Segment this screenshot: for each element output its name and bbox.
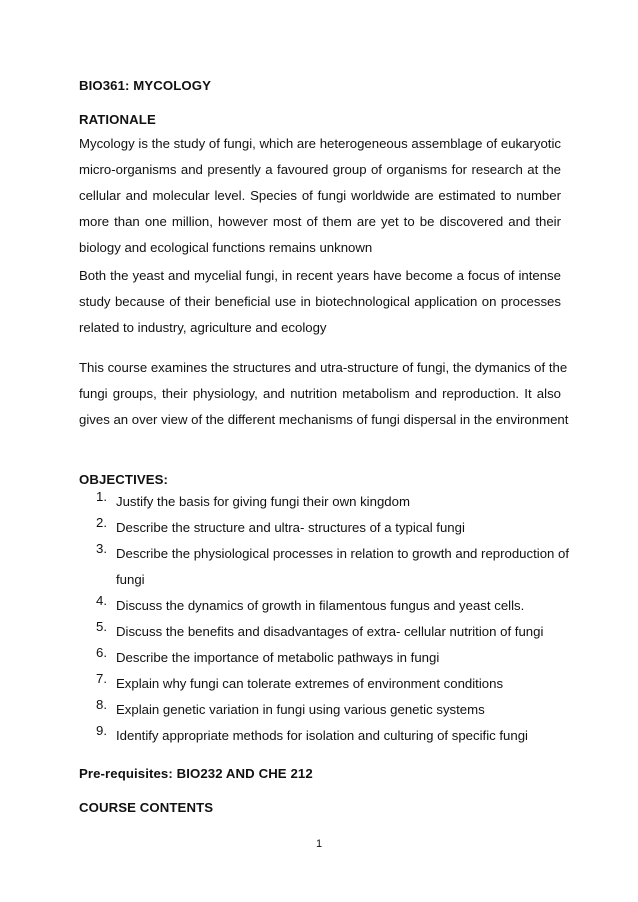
list-item-text: fungi bbox=[116, 572, 145, 587]
paragraph-line: Both the yeast and mycelial fungi, in recent years have become a focus of intense bbox=[79, 268, 561, 283]
list-item-text: Describe the physiological processes in relation to growth and reproduction of bbox=[116, 546, 570, 561]
paragraph-line: cellular and molecular level. Species of fungi worldwide are estimated to number bbox=[79, 188, 561, 203]
list-item bbox=[79, 593, 561, 619]
list-item-number: 5. bbox=[96, 619, 107, 634]
list-item bbox=[79, 645, 561, 671]
prerequisites: Pre-requisites: BIO232 AND CHE 212 bbox=[79, 766, 313, 781]
list-item-text: Justify the basis for giving fungi their own kingdom bbox=[116, 494, 410, 509]
list-item bbox=[79, 619, 561, 645]
list-item-text: Identify appropriate methods for isolation and culturing of specific fungi bbox=[116, 728, 528, 743]
list-item-number: 7. bbox=[96, 671, 107, 686]
list-item bbox=[79, 515, 561, 541]
list-item bbox=[79, 541, 570, 593]
rationale-paragraph-3 bbox=[79, 355, 569, 433]
list-item bbox=[79, 671, 561, 697]
list-item-number: 9. bbox=[96, 723, 107, 738]
rationale-paragraph-1 bbox=[79, 131, 561, 261]
objectives-heading: OBJECTIVES: bbox=[79, 472, 169, 487]
paragraph-line: gives an over view of the different mechanisms of fungi dispersal in the environment bbox=[79, 412, 569, 427]
list-item-number: 6. bbox=[96, 645, 107, 660]
course-contents-heading: COURSE CONTENTS bbox=[79, 800, 214, 815]
list-item-text: Discuss the dynamics of growth in filamentous fungus and yeast cells. bbox=[116, 598, 525, 613]
paragraph-line: micro-organisms and presently a favoured group of organisms for research at the bbox=[79, 162, 561, 177]
course-title: BIO361: MYCOLOGY bbox=[79, 78, 212, 93]
paragraph-line: more than one million, however most of them are yet to be discovered and their bbox=[79, 214, 561, 229]
rationale-paragraph-2 bbox=[79, 263, 561, 341]
list-item-number: 1. bbox=[96, 489, 107, 504]
list-item bbox=[79, 697, 561, 723]
paragraph-line: Mycology is the study of fungi, which are heterogeneous assemblage of eukaryotic bbox=[79, 136, 561, 151]
list-item-text: Describe the structure and ultra- structures of a typical fungi bbox=[116, 520, 465, 535]
paragraph-line: This course examines the structures and utra-structure of fungi, the dymanics of the bbox=[79, 360, 568, 375]
rationale-heading: RATIONALE bbox=[79, 112, 156, 127]
page-number: 1 bbox=[315, 838, 323, 850]
list-item-text: Describe the importance of metabolic pathways in fungi bbox=[116, 650, 440, 665]
list-item bbox=[79, 723, 561, 749]
paragraph-line: fungi groups, their physiology, and nutrition metabolism and reproduction. It also bbox=[79, 386, 561, 401]
list-item-number: 4. bbox=[96, 593, 107, 608]
paragraph-line: study because of their beneficial use in biotechnological application on processes bbox=[79, 294, 561, 309]
paragraph-line: biology and ecological functions remains unknown bbox=[79, 240, 373, 255]
paragraph-line: related to industry, agriculture and ecology bbox=[79, 320, 327, 335]
list-item-text: Discuss the benefits and disadvantages of extra- cellular nutrition of fungi bbox=[116, 624, 544, 639]
list-item-number: 3. bbox=[96, 541, 107, 556]
list-item-text: Explain genetic variation in fungi using various genetic systems bbox=[116, 702, 485, 717]
list-item bbox=[79, 489, 561, 515]
objectives-list bbox=[79, 489, 570, 749]
list-item-number: 2. bbox=[96, 515, 107, 530]
list-item-text: Explain why fungi can tolerate extremes of environment conditions bbox=[116, 676, 504, 691]
list-item-number: 8. bbox=[96, 697, 107, 712]
